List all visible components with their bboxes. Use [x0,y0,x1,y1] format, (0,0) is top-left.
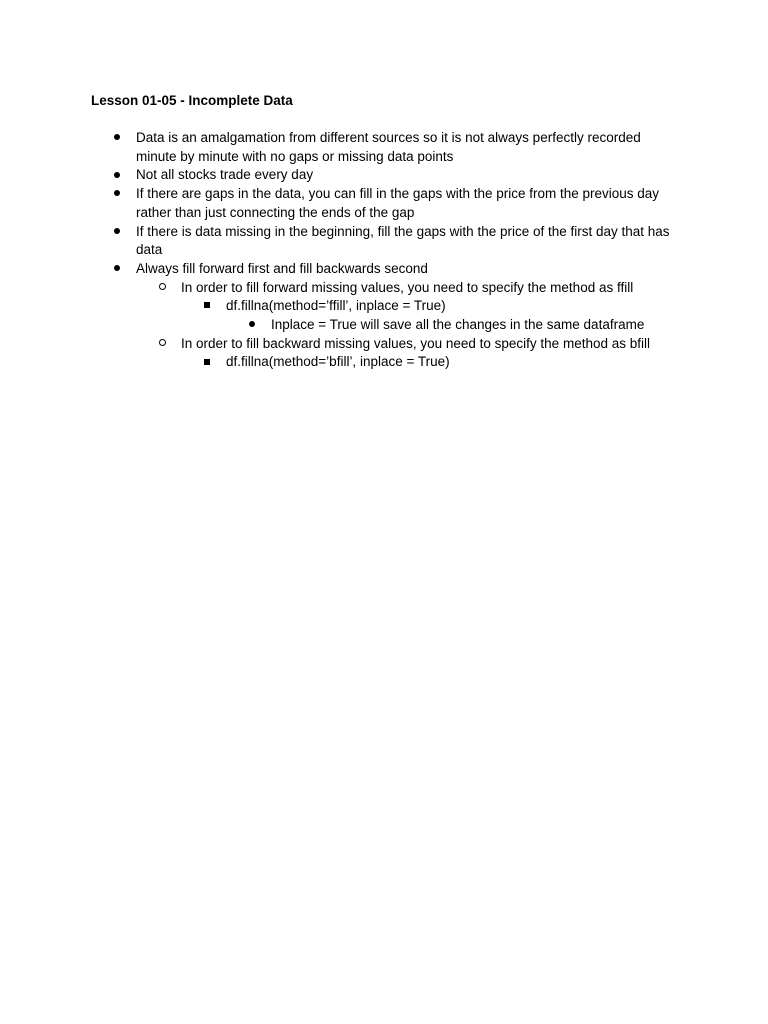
square-icon [204,353,210,372]
list-item-text: df.fillna(method=’ffill’, inplace = True) [226,298,446,314]
list-item [0,335,768,354]
disc-icon [114,223,120,242]
list-item [0,166,768,185]
list-item [0,353,768,372]
list-item [0,185,768,222]
list-item [0,260,768,279]
list-item [0,297,768,316]
circle-icon [159,335,166,354]
list-item-text: Always fill forward first and fill backwards second [136,260,428,276]
list-item-text: Data is an amalgamation from different sources so it is not always perfectly recorded minute by minute with no gaps or missing data points [136,130,641,164]
list-item [0,279,768,298]
list-item [0,129,768,166]
list-item [0,316,768,335]
circle-icon [159,279,166,298]
disc-icon [249,316,255,335]
list-item [0,223,768,260]
bullet-list [0,129,768,372]
list-item-text: Not all stocks trade every day [136,167,314,183]
list-item-text: If there is data missing in the beginning, fill the gaps with the price of the first day that has data [136,223,670,258]
disc-icon [114,129,120,148]
disc-icon [114,166,120,185]
list-item-text: In order to fill forward missing values, you need to specify the method as ffill [181,279,634,295]
disc-icon [114,185,120,204]
disc-icon [114,260,120,279]
list-item-text: In order to fill backward missing values, you need to specify the method as bfill [181,335,650,351]
page-title: Lesson 01-05 - Incomplete Data [91,93,293,108]
list-item-text: Inplace = True will save all the changes in the same dataframe [271,317,645,333]
square-icon [204,297,210,316]
list-item-text: df.fillna(method=’bfill’, inplace = True) [226,354,450,370]
list-item-text: If there are gaps in the data, you can fill in the gaps with the price from the previous day rather than just connecting the ends of the gap [136,186,660,220]
